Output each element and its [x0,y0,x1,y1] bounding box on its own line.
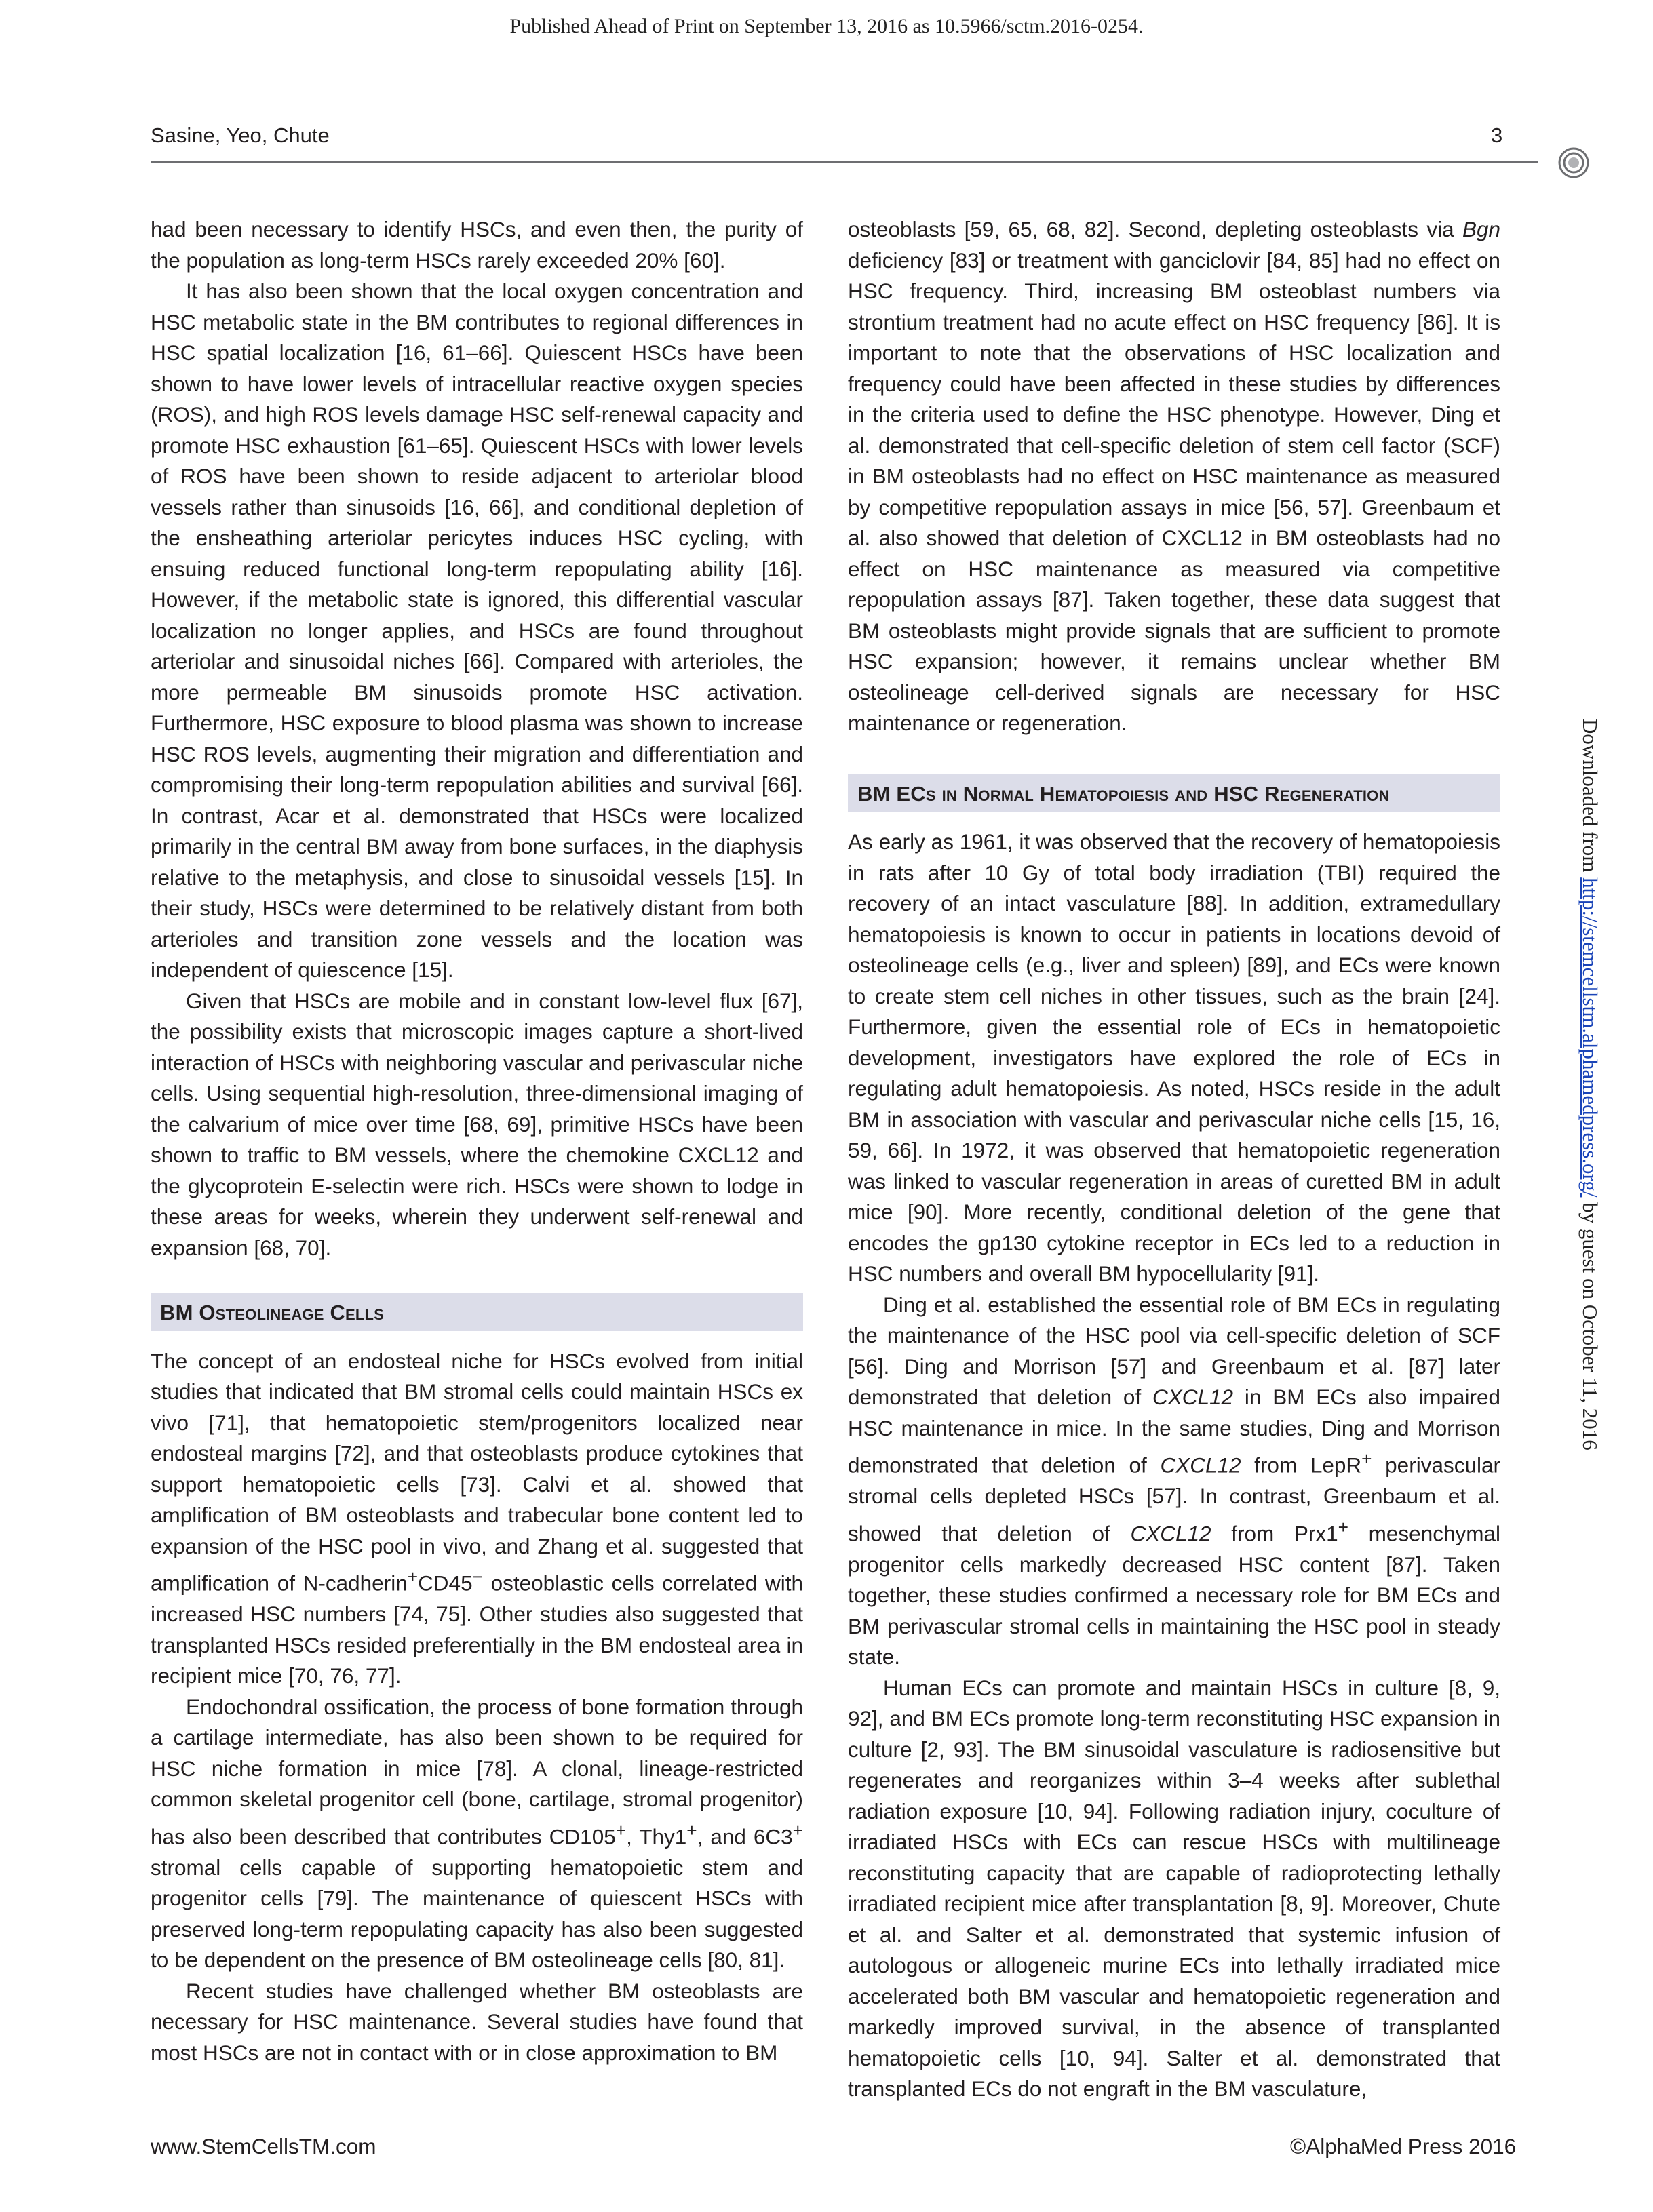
paragraph: Human ECs can promote and maintain HSCs in culture [8, 9, 92], and BM ECs promote long-term reconstituting HSC expansion in culture [2, 93]. The BM sinusoidal vasculature is radiosensitive but regenerates and reorganizes within 3–4 weeks after sublethal radiation exposure [10, 94]. Following radiation injury, coculture of irradiated HSCs with ECs can rescue HSCs with multilineage reconstituting capacity that are capable of radioprotecting lethally irradiated recipient mice after transplantation [8, 9]. Moreover, Chute et al. and Salter et al. demonstrated that systemic infusion of autologous or allogeneic murine ECs into lethally irradiated mice accelerated both BM vascular and hematopoietic regeneration and markedly improved survival, in the absence of transplanted hematopoietic cells [10, 94]. Salter et al. demonstrated that transplanted ECs do not engraft in the BM vasculature, [848,1675,1500,2101]
paragraph: Given that HSCs are mobile and in constant low-level flux [67], the possibility exists that microscopic images capture a short-lived interaction of HSCs with neighboring vascular and perivascular niche cells. Using sequential high-resolution, three-dimensional imaging of the calvarium of mice over time [68, 69], primitive HSCs have been shown to traffic to BM vessels, where the chemokine CXCL12 and the glycoprotein E-selectin were rich. HSCs were shown to lodge in these areas for weeks, wherein they underwent self-renewal and expansion [68, 70]. [151,988,803,1260]
footer-copyright: ©AlphaMed Press 2016 [1290,2134,1517,2158]
footer-website[interactable]: www.StemCellsTM.com [151,2134,376,2158]
header-rule [151,161,1538,163]
download-notice: Downloaded from http://stemcellstm.alphamedpress.org/ by guest on October 11, 2016 [1578,719,1602,1450]
section-heading-bm-ecs: BM ECs in Normal Hematopoiesis and HSC Regeneration [848,774,1500,812]
page-number: 3 [1491,123,1503,147]
paragraph: As early as 1961, it was observed that the recovery of hematopoiesis in rats after 10 Gy of total body irradiation (TBI) required the recovery of an intact vasculature [88]. In addition, extramedullary hematopoiesis is known to occur in patients in locations devoid of osteolineage cells (e.g., liver and spleen) [89], and ECs were known to create stem cell niches in other tissues, such as the brain [24]. Furthermore, given the essential role of ECs in hematopoietic development, investigators have explored the role of ECs in regulating adult hematopoiesis. As noted, HSCs reside in the adult BM in association with vascular and perivascular niche cells [15, 16, 59, 66]. In 1972, it was observed that hematopoietic regeneration was linked to vascular regeneration in areas of curetted BM in adult mice [90]. More recently, conditional deletion of the gene that encodes the gp130 cytokine receptor in ECs led to a reduction in HSC numbers and overall BM hypocellularity [91]. [848,829,1500,1286]
paragraph: It has also been shown that the local oxygen concentration and HSC metabolic state in the BM contributes to regional differences in HSC spatial localization [16, 61–66]. Quiescent HSCs have been shown to have lower levels of intracellular reactive oxygen species (ROS), and high ROS levels damage HSC self-renewal capacity and promote HSC exhaustion [61–65]. Quiescent HSCs with lower levels of ROS have been shown to reside adjacent to arteriolar blood vessels rather than sinusoids [16, 66], and conditional depletion of the ensheathing arteriolar pericytes induces HSC cycling, with ensuing reduced functional long-term repopulating ability [16]. However, if the metabolic state is ignored, this differential vascular localization no longer applies, and HSCs are found throughout arteriolar and sinusoidal niches [66]. Compared with arterioles, the more permeable BM sinusoids promote HSC activation. Furthermore, HSC exposure to blood plasma was shown to increase HSC ROS levels, augmenting their migration and differentiation and compromising their long-term repopulation abilities and survival [66]. In contrast, Acar et al. demonstrated that HSCs were localized primarily in the central BM away from bone surfaces, in the diaphysis relative to the metaphysis, and close to sinusoidal vessels [15]. In their study, HSCs were determined to be relatively distant from both arterioles and transition zone vessels and the location was independent of quiescence [15]. [151,279,803,982]
paragraph: Ding et al. established the essential role of BM ECs in regulating the maintenance of the HSC pool via cell-specific deletion of SCF [56]. Ding and Morrison [57] and Greenbaum et al. [87] later demonstrated that deletion of CXCL12 in BM ECs also impaired HSC maintenance in mice. In the same studies, Ding and Morrison demonstrated that deletion of CXCL12 from LepR+ perivascular stromal cells depleted HSCs [57]. In contrast, Greenbaum et al. showed that deletion of CXCL12 from Prx1+ mesenchymal progenitor cells markedly decreased HSC content [87]. Taken together, these studies confirmed a necessary role for BM ECs and BM perivascular stromal cells in maintaining the HSC pool in steady state. [848,1292,1501,1669]
running-head: Sasine, Yeo, Chute [151,123,330,147]
section-heading-osteolineage: BM Osteolineage Cells [151,1293,803,1331]
paragraph: Recent studies have challenged whether BM osteoblasts are necessary for HSC maintenance. Several studies have found that most HSCs are not in contact with or in close approximation to BM [151,1978,803,2065]
paragraph: Endochondral ossification, the process of bone formation through a cartilage intermediate, has also been shown to be required for HSC niche formation in mice [78]. A clonal, lineage-restricted common skeletal progenitor cell (bone, cartilage, stromal progenitor) has also been described that contributes CD105+, Thy1+, and 6C3+ stromal cells capable of supporting hematopoietic stem and progenitor cells [79]. The maintenance of quiescent HSCs with preserved long-term repopulating capacity has also been suggested to be dependent on the presence of BM osteolineage cells [80, 81]. [151,1694,803,1972]
right-column [848,214,1500,2105]
left-column [151,214,803,2068]
bullseye-icon [1557,146,1590,179]
paragraph: osteoblasts [59, 65, 68, 82]. Second, depleting osteoblasts via Bgn deficiency [83] or treatment with ganciclovir [84, 85] had no effect on HSC frequency. Third, increasing BM osteoblast numbers via strontium treatment had no acute effect on HSC frequency [86]. It is important to note that the observations of HSC localization and frequency could have been affected in these studies by differences in the criteria used to define the HSC phenotype. However, Ding et al. demonstrated that cell-specific deletion of stem cell factor (SCF) in BM osteoblasts had no effect on HSC maintenance as measured by competitive repopulation assays in mice [56, 57]. Greenbaum et al. also showed that deletion of CXCL12 in BM osteoblasts had no effect on HSC maintenance as measured via competitive repopulation assays [87]. Taken together, these data suggest that BM osteoblasts might provide signals that are sufficient to promote HSC expansion; however, it remains unclear whether BM osteolineage cell-derived signals are necessary for HSC maintenance or regeneration. [848,217,1500,735]
publication-notice: Published Ahead of Print on September 13, 2016 as 10.5966/sctm.2016-0254. [509,15,1144,37]
paragraph: The concept of an endosteal niche for HSCs evolved from initial studies that indicated that BM stromal cells could maintain HSCs ex vivo [71], that hematopoietic stem/progenitors localized near endosteal margins [72], and that osteoblasts produce cytokines that support hematopoietic cells [73]. Calvi et al. showed that amplification of BM osteoblasts and trabecular bone content led to expansion of the HSC pool in vivo, and Zhang et al. suggested that amplification of N-cadherin+CD45− osteoblastic cells correlated with increased HSC numbers [74, 75]. Other studies also suggested that transplanted HSCs resided preferentially in the BM endosteal area in recipient mice [70, 76, 77]. [151,1348,803,1688]
paragraph: had been necessary to identify HSCs, and even then, the purity of the population as long-term HSCs rarely exceeded 20% [60]. [151,217,803,273]
download-link[interactable]: http://stemcellstm.alphamedpress.org/ [1578,877,1602,1198]
